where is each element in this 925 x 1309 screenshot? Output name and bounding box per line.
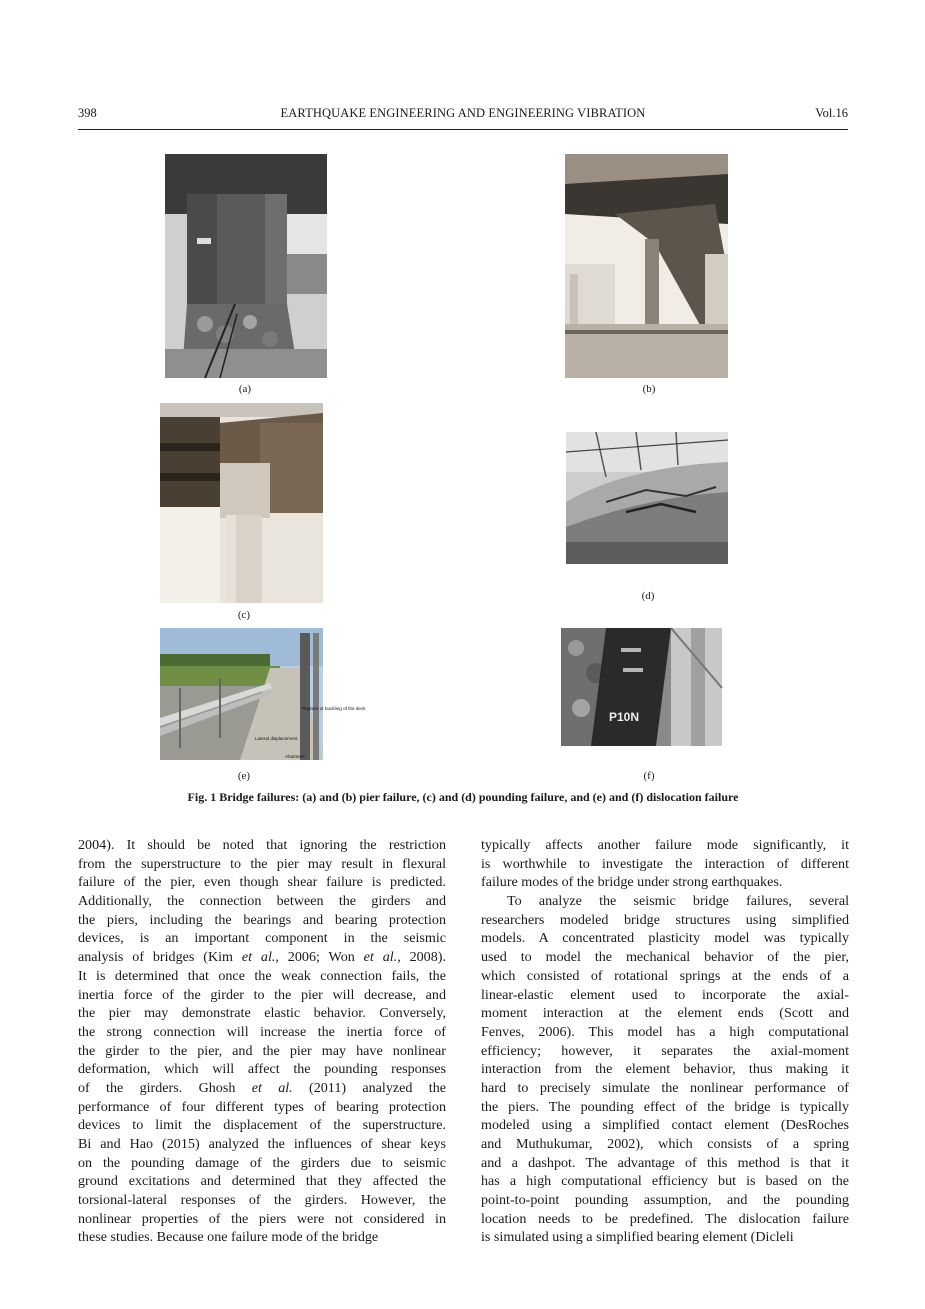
photo-d-pounding-failure [566, 432, 728, 564]
text-line: these studies. Because one failure mode of the bridge [78, 1229, 379, 1246]
photo-c-pounding-failure [160, 403, 323, 603]
text-line: point-to-point pounding assumption, and the pounding [481, 1192, 849, 1209]
text-line: of the girders. Ghosh et al. (2011) analyzed the [78, 1079, 446, 1096]
text-line: used to model the mechanical behavior of the pier, [481, 949, 849, 966]
text-line: It is determined that once the weak connection fails, the [78, 967, 446, 984]
text-line: analysis of bridges (Kim et al., 2006; Won et al., 2008). [78, 949, 446, 966]
label-b: (b) [642, 383, 656, 395]
left-text-column [78, 836, 446, 1247]
text-line: To analyze the seismic bridge failures, several [507, 893, 849, 910]
text-line: ground excitations and determined that they affected the [78, 1173, 446, 1190]
text-line: modeled using a simplified contact element (DesRoches [481, 1117, 849, 1134]
label-c: (c) [237, 609, 251, 621]
journal-title: EARTHQUAKE ENGINEERING AND ENGINEERING VIBRATION [280, 106, 646, 120]
label-d: (d) [641, 590, 655, 602]
text-line: from the superstructure to the pier may result in flexural [78, 855, 446, 872]
text-line: Fenves, 2006). This model has a high computational [481, 1023, 849, 1040]
text-line: the pier may demonstrate elastic behavior. Conversely, [78, 1005, 446, 1022]
text-line: interaction from the element behavior, thus making it [481, 1061, 849, 1078]
text-line: which consisted of rotational springs at the ends of a [481, 967, 849, 984]
text-line: linear-elastic element used to incorporate the axial- [481, 986, 849, 1003]
text-line: typically affects another failure mode significantly, it [481, 837, 849, 853]
text-line: Additionally, the connection between the girders and [78, 893, 446, 910]
running-header [78, 106, 848, 124]
volume-label: Vol.16 [815, 106, 848, 120]
photo-f-dislocation-failure [561, 628, 722, 746]
text-line: deformation, which will affect the pounding responses [78, 1061, 446, 1078]
text-line: is simulated using a simplified bearing element (Dicleli [481, 1229, 794, 1246]
text-line: the piers, including the bearings and bearing protection [78, 911, 446, 928]
text-line: inertia force of the girder to the pier will decrease, and [78, 986, 446, 1003]
text-line: Bi and Hao (2015) analyzed the influences of shear keys [78, 1136, 446, 1152]
text-line: failure modes of the bridge under strong earthquakes. [481, 874, 783, 891]
text-line: moment interaction at the element ends (Scott and [481, 1005, 849, 1022]
text-line: nonlinear properties of the piers were not considered in [78, 1210, 446, 1227]
label-f: (f) [643, 770, 655, 782]
photo-a-pier-failure [165, 154, 327, 378]
label-e: (e) [237, 770, 251, 782]
photo-b-pier-failure [565, 154, 728, 378]
text-line: hard to precisely simulate the nonlinear performance of [481, 1079, 849, 1096]
text-line: the piers. The pounding effect of the bridge is typically [481, 1098, 849, 1115]
photo-e-dislocation-failure [160, 628, 366, 760]
text-line: failure of the pier, even though shear failure is predicted. [78, 874, 446, 891]
text-line: devices, is an important component in the seismic [78, 930, 446, 947]
text-line: 2004). It should be noted that ignoring the restriction [78, 837, 446, 853]
label-a: (a) [238, 383, 252, 395]
text-line: torsional-lateral responses of the girders. However, the [78, 1192, 446, 1209]
text-line: the strong connection will increase the inertia force of [78, 1023, 446, 1040]
right-text-column [481, 836, 849, 1247]
text-line: models. A concentrated plasticity model was typically [481, 930, 849, 947]
text-line: on the pounding damage of the girders due to seismic [78, 1154, 446, 1171]
text-line: and a dashpot. The advantage of this method is that it [481, 1154, 849, 1171]
annotation-abutment: Abutment [285, 754, 305, 759]
text-line: researchers modeled bridge structures using simplified [481, 911, 849, 928]
figure-caption: Fig. 1 Bridge failures: (a) and (b) pier failure, (c) and (d) pounding failure, and (e) and (f) dislocation failure [187, 790, 739, 804]
text-line: efficiency; however, it separates the axial-moment [481, 1042, 849, 1059]
text-line: location needs to be predefined. The dislocation failure [481, 1210, 849, 1227]
text-line: devices to limit the displacement of the superstructure. [78, 1117, 446, 1134]
text-line: has a high computational efficiency but is based on the [481, 1173, 849, 1190]
text-line: the girder to the pier, and the pier may have nonlinear [78, 1042, 446, 1059]
text-line: is worthwhile to investigate the interaction of different [481, 855, 849, 872]
text-line: and Muthukumar, 2002), which consists of a spring [481, 1136, 849, 1152]
annotation-lateral-displacement: Lateral displacement [255, 736, 298, 741]
annotation-rupture: Rupture or buckling of the deck [302, 706, 366, 711]
page-number: 398 [78, 106, 97, 120]
text-line: performance of four different types of bearing protection [78, 1098, 446, 1115]
header-rule [78, 129, 848, 130]
pier-label-text: P10N [609, 710, 640, 724]
